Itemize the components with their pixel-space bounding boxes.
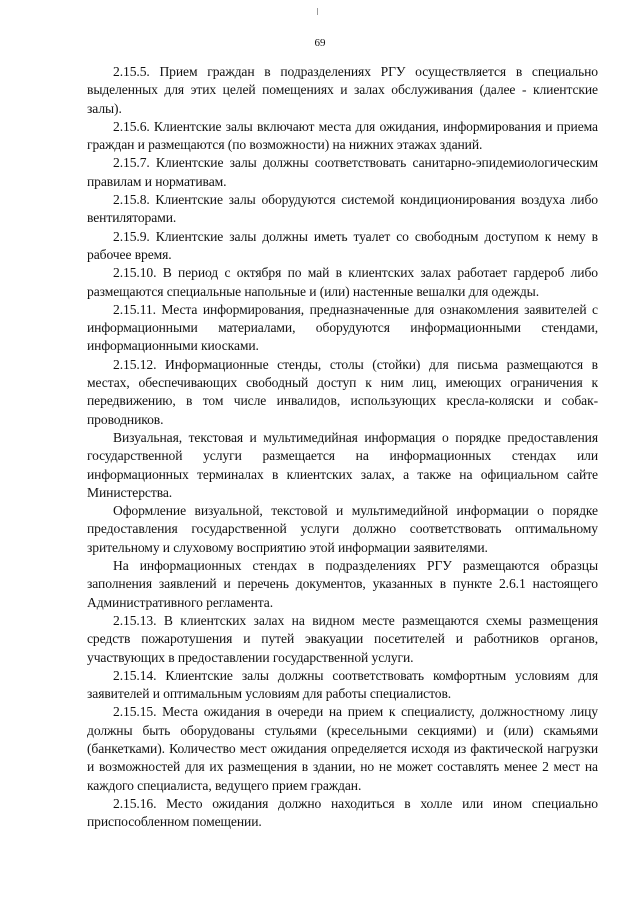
page-number: 69: [314, 37, 326, 49]
paragraph-2-15-5: 2.15.5. Прием граждан в подразделениях РГУ осуществляется в специально выделенных для этих целей помещениях и залах обслуживания (далее - клиентские залы).: [87, 64, 598, 116]
paragraph-2-15-14: 2.15.14. Клиентские залы должны соответствовать комфортным условиям для заявителей и оптимальным условиям для работы специалистов.: [87, 667, 598, 702]
paragraph-2-15-10: 2.15.10. В период с октября по май в клиентских залах работает гардероб либо размещаются специальные напольные и (или) настенные вешалки для одежды.: [87, 265, 598, 299]
paragraph-2-15-12: 2.15.12. Информационные стенды, столы (стойки) для письма размещаются в местах, обеспечивающих свободный доступ к ним лиц, имеющих ограничения к передвижению, в том числе инвалидов, использующих кресла-коляски и собак-проводников.: [87, 356, 598, 427]
paragraph-2-15-6: 2.15.6. Клиентские залы включают места для ожидания, информирования и приема граждан и размещаются (по возможности) на нижних этажах зданий.: [87, 118, 598, 153]
paragraph-2-15-9: 2.15.9. Клиентские залы должны иметь туалет со свободным доступом к нему в рабочее время.: [87, 228, 598, 262]
paragraph-2-15-11: 2.15.11. Места информирования, предназначенные для ознакомления заявителей с информационными материалами, оборудуются информационными стендами, информационными киосками.: [87, 301, 598, 354]
paragraph-2-15-15: 2.15.15. Места ожидания в очереди на прием к специалисту, должностному лицу должны быть оборудованы стульями (кресельными секциями) и (или) скамьями (банкетками). Количество мест ожидания определяется исходя из фактической нагрузки и возможностей для их размещения в здании, но не может составлять менее 2 мест на каждого специалиста, ведущего прием граждан.: [87, 704, 598, 793]
paragraph-2-15-8: 2.15.8. Клиентские залы оборудуются системой кондиционирования воздуха либо вентиляторами.: [87, 192, 598, 226]
paragraph-information-design: Оформление визуальной, текстовой и мультимедийной информации о порядке предоставления государственной услуги должно соответствовать оптимальному зрительному и слуховому восприятию этой информации заявителями.: [87, 503, 598, 555]
paragraph-2-15-16: 2.15.16. Место ожидания должно находиться в холле или ином специально приспособленном помещении.: [87, 795, 598, 830]
scan-mark: [317, 8, 318, 15]
paragraph-2-15-7: 2.15.7. Клиентские залы должны соответствовать санитарно-эпидемиологическим правилам и нормативам.: [87, 155, 598, 189]
page-body: [87, 63, 598, 831]
paragraph-2-15-13: 2.15.13. В клиентских залах на видном месте размещаются схемы размещения средств пожаротушения и путей эвакуации посетителей и работников органов, участвующих в предоставлении государственной услуги.: [87, 612, 598, 665]
paragraph-information-stands: На информационных стендах в подразделениях РГУ размещаются образцы заполнения заявлений и перечень документов, указанных в пункте 2.6.1 настоящего Административного регламента.: [87, 558, 598, 610]
paragraph-visual-information: Визуальная, текстовая и мультимедийная информация о порядке предоставления государственной услуги размещается на информационных стендах или информационных терминалах в клиентских залах, а также на официальном сайте Министерства.: [87, 429, 598, 500]
